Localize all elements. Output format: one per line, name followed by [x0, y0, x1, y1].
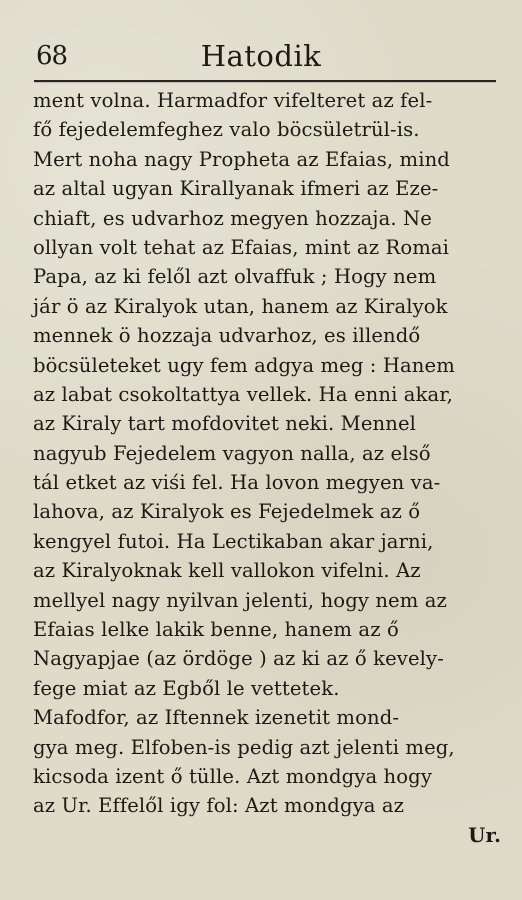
text-line-7: Papa, az ki felől azt olvaffuk ; Hogy nem — [33, 265, 437, 289]
text-line-24: kicsoda izent ő tülle. Azt mondgya hogy — [33, 764, 432, 788]
text-line-5: chiaft, es udvarhoz megyen hozzaja. Ne — [33, 206, 432, 230]
running-head: Hatodik — [200, 39, 322, 73]
text-line-14: tál etket az viśi fel. Ha lovon megyen va- — [33, 471, 441, 495]
text-line-8: jár ö az Kiralyok utan, hanem az Kiralyok — [33, 294, 448, 318]
text-line-4: az altal ugyan Kirallyanak ifmeri az Eze- — [33, 177, 439, 201]
text-line-16: kengyel futoi. Ha Lectikaban akar jarni, — [33, 529, 434, 553]
text-line-13: nagyub Fejedelem vagyon nalla, az első — [33, 441, 431, 465]
text-line-3: Mert noha nagy Propheta az Efaias, mind — [33, 147, 450, 171]
text-line-19: Efaias lelke lakik benne, hanem az ő — [33, 618, 399, 642]
page-header — [30, 30, 492, 78]
text-line-11: az labat csokoltattya vellek. Ha enni akar, — [33, 382, 453, 406]
header-rule — [34, 80, 496, 82]
text-line-21: fege miat az Egből le vettetek. — [33, 676, 340, 700]
text-line-1: ment volna. Harmadfor vifelteret az fel- — [33, 89, 433, 112]
text-line-20: Nagyapjae (az ördöge ) az ki az ő kevely- — [33, 647, 444, 671]
text-line-10: böcsületeket ugy fem adgya meg : Hanem — [33, 353, 455, 377]
catchword: Ur. — [468, 823, 501, 847]
text-line-23: gya meg. Elfoben-is pedig azt jelenti meg, — [33, 735, 455, 759]
text-line-22: Mafodfor, az Iftennek izenetit mond- — [33, 706, 400, 730]
body-text — [33, 86, 501, 850]
page-number: 68 — [36, 41, 68, 71]
text-line-2: fő fejedelemfeghez valo böcsületrül-is. — [33, 118, 420, 142]
text-line-18: mellyel nagy nyilvan jelenti, hogy nem az — [33, 588, 447, 612]
text-line-17: az Kiralyoknak kell vallokon vifelni. Az — [33, 559, 421, 583]
text-line-15: lahova, az Kiralyok es Fejedelmek az ő — [33, 500, 421, 524]
text-line-12: az Kiraly tart mofdovitet neki. Mennel — [33, 412, 417, 436]
text-line-6: ollyan volt tehat az Efaias, mint az Romai — [33, 235, 450, 259]
text-line-25: az Ur. Effelől igy fol: Azt mondgya az — [33, 794, 405, 818]
text-line-9: mennek ö hozzaja udvarhoz, es illendő — [33, 324, 421, 348]
